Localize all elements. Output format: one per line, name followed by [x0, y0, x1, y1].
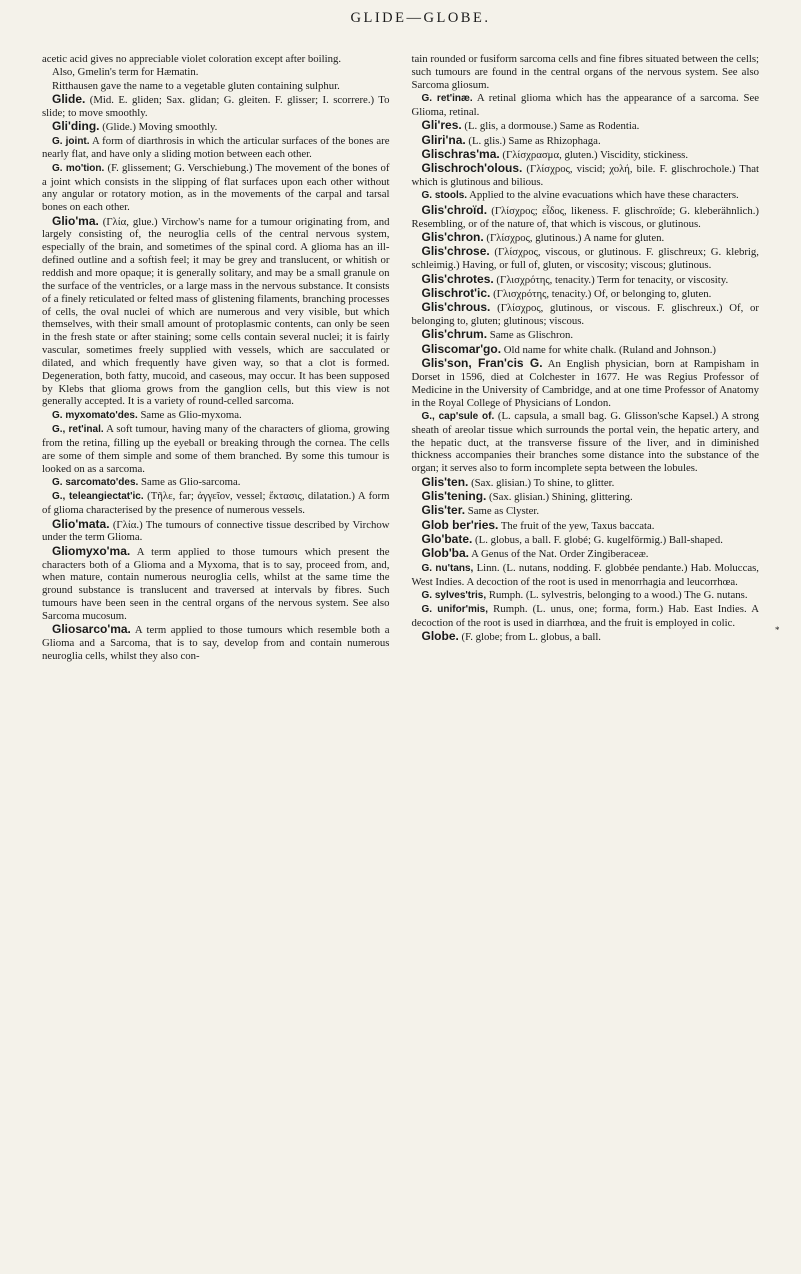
entry-headword: Glis'chrous. [421, 300, 491, 315]
entry-headword: Glis'tening. [421, 489, 487, 503]
entry-definition: (Γλία.) The tumours of connective tissue described by Virchow under the term Glioma. [42, 518, 390, 544]
margin-mark: * [775, 625, 780, 635]
dictionary-entry [42, 80, 390, 93]
dictionary-entry [412, 357, 760, 409]
entry-definition: (L. glis.) Same as Rhizophaga. [465, 134, 601, 147]
dictionary-entry [412, 519, 760, 533]
entry-subheadword: G., teleangiectat'ic. [52, 491, 144, 503]
entry-headword: Glis'chroïd. [421, 202, 488, 217]
entry-definition: (Γλίσχρος, glutinous, or viscous. F. glischreux.) Of, or belonging to, gluten; glutinous; viscous. [411, 302, 759, 328]
entry-headword: Gliscomar'go. [421, 341, 502, 356]
entry-definition: (Γλισχρότης, tenacity.) Of, or belonging to, gluten. [490, 287, 712, 300]
entry-definition: (Γλίσχρος, viscid; χολή, bile. F. glischrochole.) That which is glutinous and bilious. [411, 163, 759, 189]
entry-subheadword: G. ret'inæ. [421, 93, 473, 105]
dictionary-entry [42, 518, 390, 545]
entry-subheadword: G., ret'inal. [52, 424, 104, 436]
entry-definition: Also, Gmelin's term for Hæmatin. [52, 66, 199, 79]
dictionary-entry [42, 120, 390, 134]
dictionary-entry [42, 66, 390, 79]
entry-definition: (Γλίσχρασμα, gluten.) Viscidity, stickiness. [499, 148, 689, 161]
entry-headword: Gli'res. [421, 118, 462, 133]
entry-headword: Glis'son, Fran'cis G. [421, 356, 543, 371]
entry-headword: Glis'ten. [421, 474, 469, 489]
entry-headword: Glio'mata. [52, 516, 110, 531]
left-column [42, 53, 390, 663]
entry-definition: (Γλία, glue.) Virchow's name for a tumour originating from, and largely consisting of, the neuroglia cells of the central nervous system, especially of the brain, and sometimes of the spinal cord. A glioma has an ill-defined outline and a softish feel; it may be grey and translucent, or whitish or reddish and more opaque; it is generally solitary, and may be a small granule on the surface of the ventricles, or a large mass in the nervous substance. It consists of a finely reticulated or felted mass of glistening filaments, branching processes of cells, the oval nuclei of which are numerous and very visible, but which themselves, with their small amount of protoplasmic contents, can only be seen in the fresh state or after staining; some cells contain several nuclei; it is fairly vascular, sometimes freely supplied with vessels, which are sacculated or dilated, and which frequently have given way, so that a clot is formed. Degeneration, both fatty, mucoid, and caseous, may occur. It has been supposed by Klebs that glioma grows from the ganglion cells, but this view is not generally accepted. It is a variety of round-celled sarcoma. [42, 215, 390, 408]
dictionary-entry [42, 423, 390, 475]
dictionary-entry [412, 301, 760, 328]
entry-definition: Old name for white chalk. (Ruland and Johnson.) [501, 343, 716, 356]
entry-subheadword: G. unifor'mis, [421, 604, 489, 616]
dictionary-entry [412, 204, 760, 231]
entry-headword: Glis'chrose. [421, 244, 490, 259]
entry-definition: A term applied to those tumours which present the characters both of a Glioma and a Myxoma, that is to say, proceed from, and, when mature, contain numerous neuroglia cells, whilst at the same time the ground substance is translucent and traversed at intervals by fibres. Such tumours have been seen in the central organs of the nervous system. See also Sarcoma mucosum. [42, 545, 390, 622]
entry-definition: (L. glis, a dormouse.) Same as Rodentia. [461, 120, 640, 133]
dictionary-entry [412, 504, 760, 518]
dictionary-entry [42, 545, 390, 623]
entry-headword: Glio'ma. [52, 213, 99, 228]
dictionary-entry [412, 162, 760, 189]
entry-headword: Gliosarco'ma. [52, 622, 131, 637]
entry-headword: Globe. [421, 629, 459, 644]
entry-subheadword: G. nu'tans, [421, 562, 474, 574]
dictionary-entry [412, 119, 760, 133]
dictionary-entry [42, 135, 390, 162]
entry-definition: (Γλίσχρος; εἶδος, likeness. F. glischroïde; G. kleberähnlich.) Resembling, or of the nature of, that which is viscous, or glutinous. [411, 204, 759, 230]
dictionary-entry [412, 148, 760, 162]
dictionary-entry [412, 476, 760, 490]
dictionary-entry [412, 630, 760, 644]
entry-definition: Same as Clyster. [465, 505, 540, 518]
columns [42, 53, 759, 663]
entry-headword: Glis'chron. [421, 229, 484, 244]
dictionary-entry [412, 490, 760, 504]
entry-definition: Same as Glischron. [487, 329, 574, 342]
entry-definition: A term applied to those tumours which resemble both a Glioma and a Sarcoma, that is to say, develop from and contain numerous neuroglia cells, whilst they also con- [42, 624, 390, 662]
dictionary-entry [412, 231, 760, 245]
entry-headword: Glis'ter. [421, 503, 466, 518]
dictionary-entry [412, 245, 760, 272]
entry-definition: A Genus of the Nat. Order Zingiberaceæ. [469, 548, 649, 561]
dictionary-entry [412, 287, 760, 301]
dictionary-entry [42, 476, 390, 490]
entry-definition: (L. capsula, a small bag. G. Glisson'sche Kapsel.) A strong sheath of areolar tissue which surrounds the portal vein, the hepatic artery, and the hepatic duct, at the transverse fissure of the liver, and in diminished thickness accompanies their branches some distance into the substance of the organ; it serves also to form incomplete septa between the lobules. [411, 409, 759, 475]
dictionary-entry [412, 273, 760, 287]
entry-headword: Glob'ba. [421, 546, 470, 561]
entry-definition: (F. glissement; G. Verschiebung.) The movement of the bones of a joint which consists in the slipping of flat surfaces upon each other without any angular or rotatory motion, as in the movements of the carpal and tarsal bones on each other. [42, 161, 390, 214]
entry-definition: (Γλισχρότης, tenacity.) Term for tenacity, or viscosity. [493, 273, 729, 286]
entry-definition: (Sax. glisian.) Shining, glittering. [486, 491, 633, 503]
entry-definition: (F. globe; from L. globus, a ball. [458, 631, 601, 644]
entry-subheadword: G. stools. [421, 190, 468, 202]
entry-subheadword: G., cap'sule of. [421, 410, 495, 422]
entry-definition: Rumph. (L. sylvestris, belonging to a wood.) The G. nutans. [486, 588, 748, 601]
entry-definition: Same as Glio-myxoma. [137, 408, 242, 421]
entry-headword: Glischras'ma. [421, 146, 500, 161]
entry-definition: Rumph. (L. unus, one; forma, form.) Hab. East Indies. A decoction of the root is used in diarrhœa, and the fruit is employed in colic. [411, 603, 759, 630]
entry-headword: Glischrot'ic. [421, 285, 491, 300]
dictionary-entry [412, 92, 760, 119]
entry-definition: (L. globus, a ball. F. globé; G. kugelförmig.) Ball-shaped. [472, 534, 723, 547]
dictionary-entry [412, 562, 760, 589]
dictionary-entry [412, 134, 760, 148]
entry-definition: Same as Glio-sarcoma. [138, 476, 241, 488]
entry-headword: Glide. [52, 92, 86, 107]
dictionary-entry [412, 589, 760, 603]
entry-subheadword: G. sylves'tris, [421, 589, 487, 601]
page-header: GLIDE—GLOBE. [350, 10, 491, 26]
entry-definition: (Glide.) Moving smoothly. [99, 121, 218, 134]
dictionary-entry [412, 328, 760, 342]
dictionary-entry [412, 533, 760, 547]
entry-subheadword: G. mo'tion. [52, 162, 105, 174]
entry-definition: Applied to the alvine evacuations which have these characters. [467, 189, 739, 202]
entry-definition: acetic acid gives no appreciable violet coloration except after boiling. [42, 53, 342, 65]
entry-headword: Gliri'na. [421, 132, 466, 147]
dictionary-entry [412, 53, 760, 92]
entry-subheadword: G. joint. [52, 135, 90, 147]
dictionary-entry [42, 53, 390, 66]
entry-definition: An English physician, born at Rampisham in Dorset in 1596, died at Colchester in 1677. He was Regius Professor of Medicine in the University of Cambridge, and at one time Professor of Anatomy in the Royal College of Physicians of London. [411, 358, 759, 409]
dictionary-entry [412, 603, 760, 630]
entry-definition: A soft tumour, having many of the characters of glioma, growing from the retina, filling up the eyeball or breaking through the cornea. The cells are some of them simple and some of them branched. By some this tumour is looked on as a sarcoma. [42, 423, 390, 475]
dictionary-entry [412, 547, 760, 561]
dictionary-entry [42, 93, 390, 120]
entry-definition: (Mid. E. gliden; Sax. glidan; G. gleiten. F. glisser; I. scorrere.) To slide; to move smoothly. [42, 94, 390, 119]
entry-headword: Glo'bate. [421, 532, 473, 547]
entry-definition: Linn. (L. nutans, nodding. F. globbée pendante.) Hab. Moluccas, West Indies. A decoction of the root is used in menorrhagia and leucorrhœa. [411, 561, 759, 588]
entry-definition: (Γλίσχρος, glutinous.) A name for gluten. [483, 231, 665, 244]
dictionary-entry [412, 343, 760, 357]
dictionary-entry [412, 410, 760, 475]
dictionary-entry [42, 162, 390, 214]
entry-definition: (Γλίσχρος, viscous, or glutinous. F. glischreux; G. klebrig, schleimig.) Having, or full of, gluten, or viscosity; viscous; glutinous. [411, 246, 759, 272]
entry-definition: (Τῆλε, far; ἀγγεῖον, vessel; ἔκτασις, dilatation.) A form of glioma characterised by the presence of numerous vessels. [42, 490, 390, 517]
entry-headword: Glischroch'olous. [421, 161, 523, 176]
entry-definition: A form of diarthrosis in which the articular surfaces of the bones are nearly flat, and have only a sliding motion between each other. [42, 134, 390, 161]
dictionary-entry [42, 409, 390, 423]
entry-definition: (Sax. glisian.) To shine, to glitter. [468, 476, 615, 489]
dictionary-entry [42, 490, 390, 517]
entry-definition: tain rounded or fusiform sarcoma cells and fine fibres situated between the cells; such tumours are found in the central organs of the nervous system. See also Sarcoma gliosum. [411, 53, 759, 91]
dictionary-entry [42, 215, 390, 409]
dictionary-entry [412, 189, 760, 203]
entry-headword: Gliomyxo'ma. [52, 543, 131, 558]
entry-headword: Gli'ding. [52, 119, 100, 134]
entry-definition: Ritthausen gave the name to a vegetable gluten containing sulphur. [52, 79, 340, 92]
entry-headword: Glob ber'ries. [421, 517, 499, 532]
right-column [412, 53, 760, 663]
entry-definition: The fruit of the yew, Taxus baccata. [498, 519, 655, 532]
entry-definition: A retinal glioma which has the appearance of a sarcoma. See Glioma, retinal. [411, 92, 759, 118]
entry-subheadword: G. sarcomato'des. [52, 477, 139, 488]
dictionary-entry [42, 623, 390, 663]
entry-headword: Glis'chrum. [421, 327, 488, 342]
entry-subheadword: G. myxomato'des. [52, 409, 138, 421]
entry-headword: Glis'chrotes. [421, 271, 494, 286]
